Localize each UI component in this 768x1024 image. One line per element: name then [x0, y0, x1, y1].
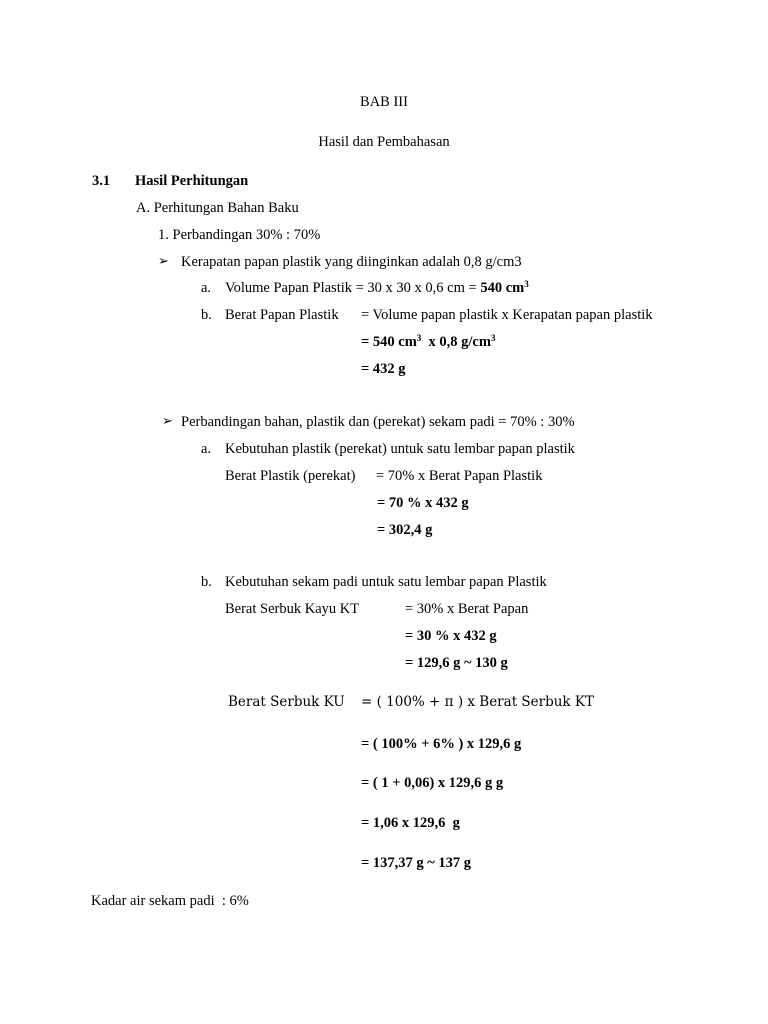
b2-b-title: Kebutuhan sekam padi untuk satu lembar papan Plastik	[225, 574, 547, 590]
b1-a-text: Volume Papan Plastik = 30 x 30 x 0,6 cm =	[225, 280, 481, 296]
b1-a-line	[225, 281, 529, 296]
ku-eq4: = 1,06 x 129,6 g	[361, 815, 460, 831]
section-number: 3.1	[92, 173, 111, 189]
b1-a-result: 540 cm	[480, 280, 525, 296]
b1-b-marker: b.	[201, 307, 212, 323]
b1-b-label: Berat Papan Plastik	[225, 307, 339, 323]
ku-eq5: = 137,37 g ~ 137 g	[361, 855, 472, 871]
b1-b-eq2	[361, 335, 495, 350]
b1-a-sup: 3	[524, 279, 529, 289]
b2-a-eq3: = 302,4 g	[377, 522, 433, 538]
b1-b-eq3: = 432 g	[361, 361, 406, 377]
b1-b-eq2-part1: = 540 cm	[361, 334, 417, 350]
b2-b-label: Berat Serbuk Kayu KT	[225, 601, 360, 617]
b1-a-marker: a.	[201, 280, 212, 296]
ku-eq3: = ( 1 + 0,06) x 129,6 g g	[361, 775, 504, 791]
b1-b-eq1: = Volume papan plastik x Kerapatan papan plastik	[361, 307, 653, 323]
b2-a-label: Berat Plastik (perekat)	[225, 468, 356, 484]
arrow-bullet-icon: ➢	[158, 254, 169, 269]
b2-b-marker: b.	[201, 574, 212, 590]
subsection-a: A. Perhitungan Bahan Baku	[136, 200, 299, 216]
ku-eq1: = ( 100% + π ) x Berat Serbuk KT	[361, 694, 594, 710]
section-title: Hasil Perhitungan	[135, 173, 249, 189]
b2-a-eq2: = 70 % x 432 g	[377, 495, 469, 511]
b1-b-eq2-part2: x 0,8 g/cm	[421, 334, 491, 350]
chapter-heading: BAB III	[360, 94, 408, 110]
chapter-title: Hasil dan Pembahasan	[318, 134, 450, 150]
ku-label: Berat Serbuk KU	[228, 694, 345, 710]
b2-b-eq2: = 30 % x 432 g	[405, 628, 497, 644]
b2-b-eq1: = 30% x Berat Papan	[405, 601, 529, 617]
b2-a-title: Kebutuhan plastik (perekat) untuk satu lembar papan plastik	[225, 441, 575, 457]
footer-note: Kadar air sekam padi : 6%	[91, 893, 249, 909]
bullet-2-text: Perbandingan bahan, plastik dan (perekat) sekam padi = 70% : 30%	[181, 414, 575, 430]
b2-b-eq3: = 129,6 g ~ 130 g	[405, 655, 508, 671]
ku-eq2: = ( 100% + 6% ) x 129,6 g	[361, 736, 522, 752]
arrow-bullet-icon: ➢	[162, 414, 173, 429]
b1-b-eq2-sup2: 3	[490, 333, 496, 343]
item-1: 1. Perbandingan 30% : 70%	[158, 227, 321, 243]
bullet-1-text: Kerapatan papan plastik yang diinginkan adalah 0,8 g/cm3	[181, 254, 522, 270]
b2-a-eq1: = 70% x Berat Papan Plastik	[376, 468, 543, 484]
b1-b-eq2-sup1: 3	[416, 333, 422, 343]
b2-a-marker: a.	[201, 441, 212, 457]
